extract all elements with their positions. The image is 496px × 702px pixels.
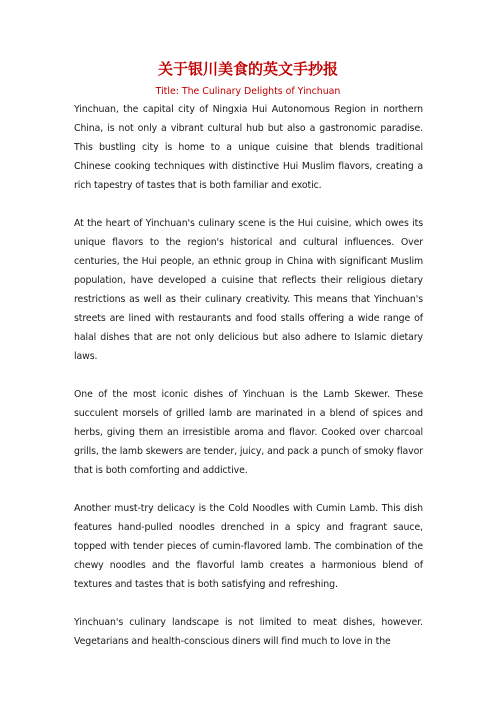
document-title: 关于银川美食的英文手抄报 [157, 60, 338, 78]
paragraph-cold-noodles: Another must-try delicacy is the Cold Noodles with Cumin Lamb. This dish features hand-pulled noodles drenched in a spicy and fragrant sauce, topped with tender pieces of cumin-flavored lamb. The combination of the chewy noodles and the flavorful lamb creates a harmonious blend of textures and tastes that is both satisfying and refreshing. [74, 503, 423, 590]
document-subtitle: Title: The Culinary Delights of Yinchuan [155, 86, 341, 97]
paragraph-vegetarian: Yinchuan's culinary landscape is not limited to meat dishes, however. Vegetarians and health-conscious diners will find much to love in the [74, 617, 423, 647]
paragraph-lamb-skewer: One of the most iconic dishes of Yinchuan is the Lamb Skewer. These succulent morsels of grilled lamb are marinated in a blend of spices and herbs, giving them an irresistible aroma and flavor. Cooked over charcoal grills, the lamb skewers are tender, juicy, and pack a punch of smoky flavor that is both comforting and addictive. [74, 389, 423, 476]
document-body [74, 100, 423, 670]
paragraph-intro: Yinchuan, the capital city of Ningxia Hui Autonomous Region in northern China, is not only a vibrant cultural hub but also a gastronomic paradise. This bustling city is home to a unique cuisine that blends traditional Chinese cooking techniques with distinctive Hui Muslim flavors, creating a rich tapestry of tastes that is both familiar and exotic. [74, 104, 423, 191]
paragraph-hui-cuisine: At the heart of Yinchuan's culinary scene is the Hui cuisine, which owes its unique flavors to the region's historical and cultural influences. Over centuries, the Hui people, an ethnic group in China with significant Muslim population, have developed a cuisine that reflects their religious dietary restrictions as well as their culinary creativity. This means that Yinchuan's streets are lined with restaurants and food stalls offering a wide range of halal dishes that are not only delicious but also adhere to Islamic dietary laws. [74, 218, 423, 362]
